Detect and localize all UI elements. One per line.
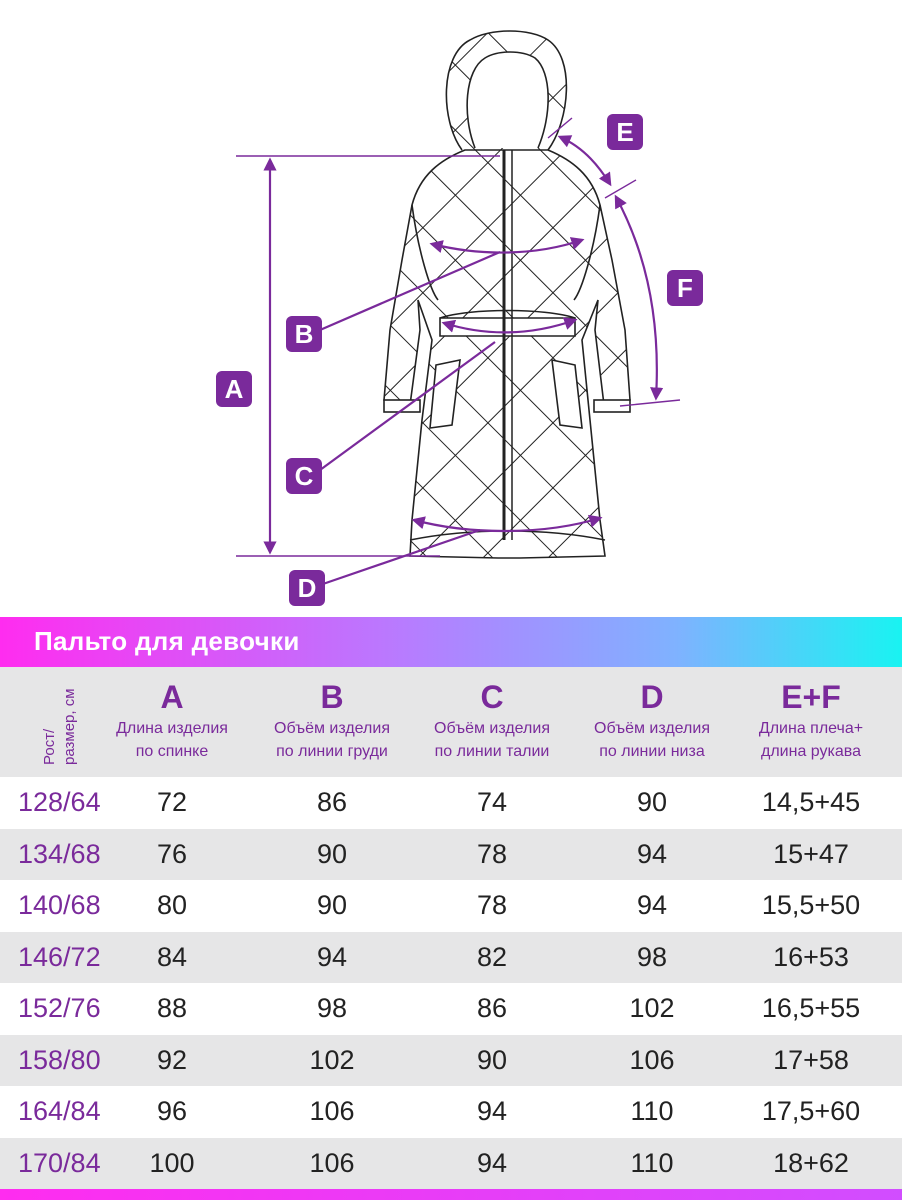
page-title: Пальто для девочки bbox=[34, 626, 300, 656]
table-row bbox=[0, 932, 902, 984]
value-d: 110 bbox=[630, 1147, 674, 1178]
size-cell: 164/84 bbox=[18, 1096, 101, 1126]
header-line1: Длина изделия bbox=[116, 720, 228, 737]
value-d: 110 bbox=[630, 1096, 674, 1126]
table-row bbox=[0, 1035, 902, 1087]
value-a: 88 bbox=[156, 993, 188, 1023]
header-line2: по линии талии bbox=[434, 743, 550, 760]
title-bar bbox=[0, 617, 902, 667]
value-ef: 18+62 bbox=[773, 1147, 849, 1178]
value-ef: 17+58 bbox=[773, 1044, 849, 1075]
table-row bbox=[0, 880, 902, 932]
header-col-ef bbox=[731, 677, 891, 763]
size-cell: 170/84 bbox=[18, 1147, 101, 1178]
size-cell: 140/68 bbox=[18, 890, 101, 920]
table-row bbox=[0, 1138, 902, 1190]
value-c: 90 bbox=[476, 1044, 508, 1075]
header-col-a bbox=[92, 677, 252, 763]
header-line1: Объём изделия bbox=[274, 720, 390, 737]
header-line2: по спинке bbox=[135, 743, 209, 760]
header-line1: Объём изделия bbox=[434, 720, 550, 737]
table-row bbox=[0, 829, 902, 881]
header-line2: по линии низа bbox=[599, 743, 705, 760]
value-b: 90 bbox=[316, 890, 348, 920]
label-e: E bbox=[607, 114, 643, 150]
value-c: 86 bbox=[476, 993, 508, 1023]
value-ef: 15,5+50 bbox=[761, 890, 861, 920]
header-letter: B bbox=[320, 679, 344, 715]
value-a: 76 bbox=[156, 838, 188, 869]
value-ef: 17,5+60 bbox=[761, 1096, 861, 1126]
header-letter: E+F bbox=[781, 679, 841, 715]
table-row bbox=[0, 983, 902, 1035]
value-ef: 15+47 bbox=[773, 838, 849, 869]
value-c: 94 bbox=[476, 1096, 508, 1126]
value-c: 78 bbox=[476, 890, 508, 920]
value-a: 100 bbox=[149, 1147, 195, 1178]
header-line2: по линии груди bbox=[276, 743, 388, 760]
value-c: 94 bbox=[476, 1147, 508, 1178]
size-cell: 146/72 bbox=[18, 941, 101, 972]
bottom-bar bbox=[0, 1189, 902, 1200]
value-a: 84 bbox=[156, 941, 188, 972]
label-d: D bbox=[289, 570, 325, 606]
label-c: C bbox=[286, 458, 322, 494]
header-line1: Объём изделия bbox=[594, 720, 710, 737]
value-ef: 16+53 bbox=[773, 941, 849, 972]
value-b: 86 bbox=[316, 787, 348, 817]
header-letter: D bbox=[640, 679, 664, 715]
value-a: 96 bbox=[156, 1096, 188, 1126]
header-col-c bbox=[412, 677, 572, 763]
coat-drawing bbox=[384, 31, 630, 558]
value-c: 74 bbox=[476, 787, 508, 817]
corner-label-line1: Рост/ bbox=[41, 728, 58, 765]
label-f: F bbox=[667, 270, 703, 306]
value-d: 98 bbox=[636, 941, 668, 972]
size-cell: 128/64 bbox=[18, 787, 101, 817]
value-d: 90 bbox=[636, 787, 668, 817]
header-letter: A bbox=[160, 679, 184, 715]
value-d: 102 bbox=[629, 993, 675, 1023]
value-b: 106 bbox=[309, 1096, 355, 1126]
header-letter: C bbox=[480, 679, 504, 715]
size-cell: 152/76 bbox=[18, 993, 101, 1023]
size-cell: 134/68 bbox=[18, 838, 101, 869]
size-cell: 158/80 bbox=[18, 1044, 101, 1075]
header-col-b bbox=[252, 677, 412, 763]
value-a: 80 bbox=[156, 890, 188, 920]
value-b: 106 bbox=[309, 1147, 355, 1178]
value-b: 90 bbox=[316, 838, 348, 869]
label-a: A bbox=[216, 371, 252, 407]
value-c: 78 bbox=[476, 838, 508, 869]
corner-label bbox=[40, 688, 80, 765]
value-ef: 14,5+45 bbox=[761, 787, 861, 817]
size-table bbox=[0, 667, 902, 1189]
header-line2: длина рукава bbox=[761, 743, 861, 760]
value-a: 92 bbox=[156, 1044, 188, 1075]
header-line1: Длина плеча+ bbox=[758, 720, 864, 737]
value-b: 94 bbox=[316, 941, 348, 972]
value-d: 106 bbox=[629, 1044, 675, 1075]
label-b: B bbox=[286, 316, 322, 352]
table-row bbox=[0, 1086, 902, 1138]
value-d: 94 bbox=[636, 890, 668, 920]
header-col-d bbox=[572, 677, 732, 763]
table-row bbox=[0, 777, 902, 829]
value-d: 94 bbox=[636, 838, 668, 869]
value-a: 72 bbox=[156, 787, 188, 817]
value-b: 102 bbox=[309, 1044, 355, 1075]
value-b: 98 bbox=[316, 993, 348, 1023]
table-header bbox=[0, 667, 902, 777]
value-ef: 16,5+55 bbox=[761, 993, 861, 1023]
value-c: 82 bbox=[476, 941, 508, 972]
corner-label-line2: размер, см bbox=[61, 688, 78, 765]
